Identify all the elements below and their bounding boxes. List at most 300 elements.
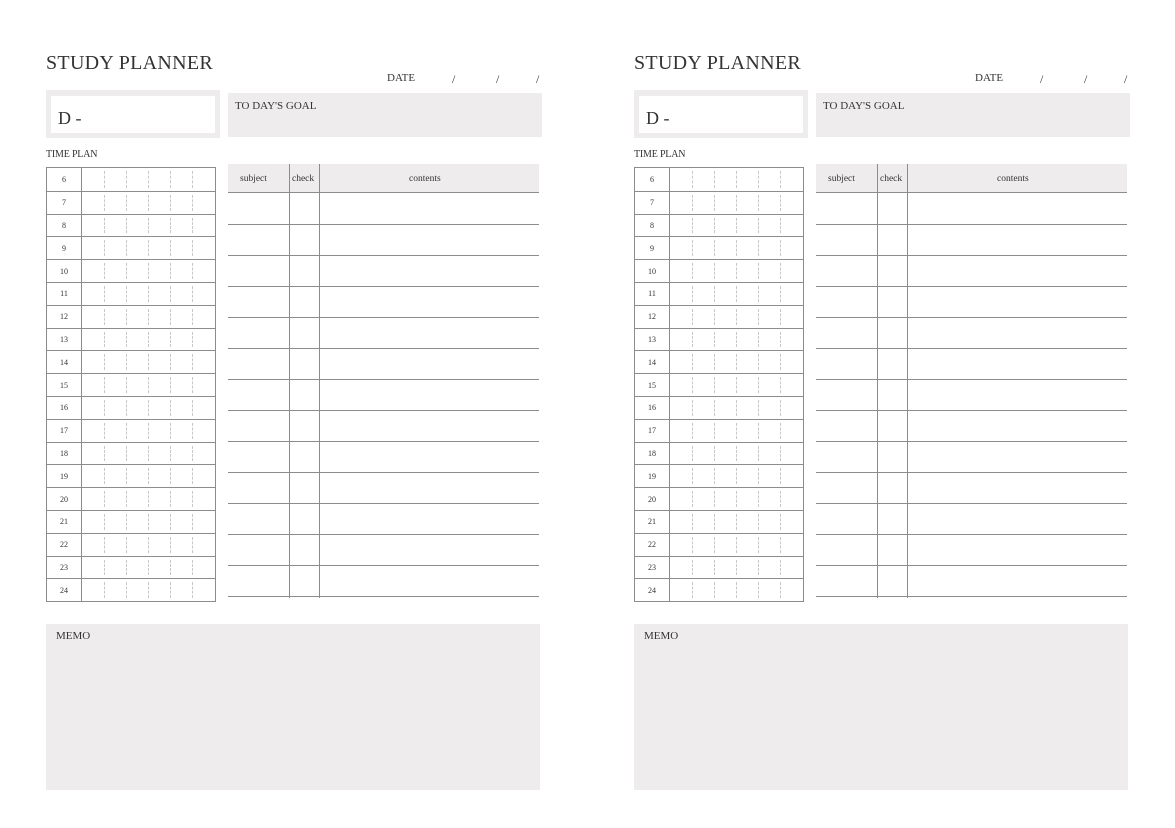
time-divider (780, 582, 781, 598)
hour-label: 12 (47, 306, 82, 328)
time-plan-label: TIME PLAN (634, 149, 686, 160)
todays-goal-box[interactable] (816, 93, 1130, 137)
time-divider (714, 537, 715, 553)
time-divider (736, 309, 737, 325)
time-divider (148, 400, 149, 416)
time-divider (148, 468, 149, 484)
time-divider (692, 400, 693, 416)
table-row-line (228, 441, 539, 442)
time-divider (170, 537, 171, 553)
time-divider (104, 171, 105, 188)
time-divider (714, 171, 715, 188)
time-divider (148, 195, 149, 211)
time-divider (714, 423, 715, 439)
date-separator: / (1040, 72, 1044, 86)
time-divider (170, 400, 171, 416)
time-plan-row[interactable] (47, 396, 215, 419)
time-plan-row[interactable] (47, 419, 215, 442)
time-divider (104, 263, 105, 279)
table-row-line (816, 348, 1127, 349)
time-divider (148, 218, 149, 234)
time-divider (780, 468, 781, 484)
time-plan-row[interactable] (635, 191, 803, 214)
time-divider (104, 286, 105, 302)
time-divider (780, 171, 781, 188)
time-plan-row[interactable] (47, 259, 215, 282)
table-row-line (816, 565, 1127, 566)
date-separator: / (452, 72, 456, 86)
time-divider (736, 332, 737, 348)
check-header: check (880, 174, 903, 184)
table-row-line (228, 317, 539, 318)
table-row-line (228, 224, 539, 225)
time-divider (692, 354, 693, 370)
hour-label: 13 (47, 329, 82, 351)
hour-label: 18 (47, 443, 82, 465)
hour-label: 12 (635, 306, 670, 328)
time-divider (692, 537, 693, 553)
table-row-line (816, 224, 1127, 225)
time-divider (170, 286, 171, 302)
time-divider (780, 309, 781, 325)
todays-goal-label: TO DAY'S GOAL (823, 100, 905, 112)
date-label: DATE (975, 72, 1004, 84)
hour-label: 7 (635, 192, 670, 214)
dday-label: D - (646, 108, 670, 128)
time-divider (192, 354, 193, 370)
table-row-line (816, 286, 1127, 287)
time-plan-row[interactable] (47, 556, 215, 579)
time-divider (148, 171, 149, 188)
hour-label: 19 (635, 465, 670, 487)
time-divider (758, 468, 759, 484)
hour-label: 10 (47, 260, 82, 282)
time-plan-row[interactable] (47, 442, 215, 465)
time-plan-row[interactable] (635, 464, 803, 487)
hour-label: 22 (47, 534, 82, 556)
time-divider (148, 582, 149, 598)
time-divider (104, 240, 105, 256)
time-divider (148, 377, 149, 393)
time-divider (104, 195, 105, 211)
table-row-line (228, 348, 539, 349)
hour-label: 6 (47, 168, 82, 191)
time-divider (758, 400, 759, 416)
time-divider (126, 446, 127, 462)
hour-label: 23 (635, 557, 670, 579)
hour-label: 11 (635, 283, 670, 305)
subject-header: subject (828, 174, 855, 184)
date-separator: / (496, 72, 500, 86)
table-row-line (228, 503, 539, 504)
time-plan-label: TIME PLAN (46, 149, 98, 160)
time-divider (126, 263, 127, 279)
hour-label: 17 (47, 420, 82, 442)
time-divider (758, 560, 759, 576)
time-divider (714, 309, 715, 325)
time-divider (780, 218, 781, 234)
time-divider (104, 491, 105, 507)
time-divider (104, 377, 105, 393)
time-divider (714, 560, 715, 576)
time-divider (714, 332, 715, 348)
time-divider (126, 240, 127, 256)
time-plan-row[interactable] (47, 305, 215, 328)
table-row-line (816, 317, 1127, 318)
time-divider (126, 400, 127, 416)
hour-label: 13 (635, 329, 670, 351)
time-divider (192, 491, 193, 507)
time-divider (780, 286, 781, 302)
time-divider (758, 240, 759, 256)
time-divider (170, 560, 171, 576)
time-divider (736, 446, 737, 462)
time-divider (148, 560, 149, 576)
time-divider (126, 377, 127, 393)
time-plan-grid (634, 167, 804, 602)
time-divider (148, 423, 149, 439)
time-plan-row[interactable] (47, 578, 215, 601)
time-divider (736, 400, 737, 416)
table-row-line (816, 472, 1127, 473)
time-divider (170, 423, 171, 439)
table-row-line (816, 596, 1127, 597)
column-divider (907, 164, 908, 598)
time-divider (736, 537, 737, 553)
time-divider (692, 491, 693, 507)
time-divider (758, 171, 759, 188)
time-divider (736, 514, 737, 530)
time-plan-row[interactable] (635, 350, 803, 373)
todays-goal-label: TO DAY'S GOAL (235, 100, 317, 112)
time-divider (192, 582, 193, 598)
table-row-line (816, 410, 1127, 411)
time-plan-row[interactable] (635, 578, 803, 601)
time-divider (170, 491, 171, 507)
table-row-line (816, 379, 1127, 380)
dday-field[interactable] (639, 96, 803, 133)
time-divider (170, 263, 171, 279)
dday-box (634, 90, 808, 138)
memo-label: MEMO (644, 630, 679, 642)
hour-label: 6 (635, 168, 670, 191)
time-plan-row[interactable] (47, 533, 215, 556)
time-plan-row[interactable] (635, 556, 803, 579)
hour-label: 9 (635, 237, 670, 259)
time-divider (758, 446, 759, 462)
time-divider (714, 468, 715, 484)
time-plan-row[interactable] (47, 464, 215, 487)
time-divider (126, 286, 127, 302)
time-plan-row[interactable] (635, 533, 803, 556)
time-divider (170, 468, 171, 484)
time-divider (192, 309, 193, 325)
time-divider (126, 171, 127, 188)
time-divider (736, 560, 737, 576)
time-divider (780, 195, 781, 211)
time-divider (104, 468, 105, 484)
time-divider (148, 240, 149, 256)
hour-label: 24 (47, 579, 82, 601)
memo-box[interactable] (634, 624, 1128, 790)
table-header (816, 164, 1127, 193)
time-divider (758, 332, 759, 348)
time-plan-row[interactable] (635, 328, 803, 351)
time-divider (736, 195, 737, 211)
time-plan-row[interactable] (635, 259, 803, 282)
time-divider (758, 491, 759, 507)
time-divider (736, 582, 737, 598)
time-plan-row[interactable] (635, 373, 803, 396)
hour-label: 24 (635, 579, 670, 601)
time-divider (736, 240, 737, 256)
time-divider (192, 560, 193, 576)
time-divider (692, 446, 693, 462)
hour-label: 21 (635, 511, 670, 533)
time-divider (192, 218, 193, 234)
time-divider (126, 332, 127, 348)
hour-label: 22 (635, 534, 670, 556)
time-divider (148, 514, 149, 530)
time-divider (714, 240, 715, 256)
table-row-line (228, 410, 539, 411)
time-plan-row[interactable] (635, 419, 803, 442)
hour-label: 11 (47, 283, 82, 305)
time-divider (192, 423, 193, 439)
time-divider (692, 514, 693, 530)
time-divider (126, 309, 127, 325)
time-divider (692, 171, 693, 188)
time-divider (736, 377, 737, 393)
time-divider (758, 195, 759, 211)
time-divider (714, 446, 715, 462)
time-divider (192, 514, 193, 530)
hour-label: 14 (635, 351, 670, 373)
time-divider (104, 354, 105, 370)
time-divider (104, 218, 105, 234)
time-divider (714, 195, 715, 211)
time-divider (104, 332, 105, 348)
table-header (228, 164, 539, 193)
time-divider (192, 240, 193, 256)
time-divider (714, 377, 715, 393)
hour-label: 8 (47, 215, 82, 237)
time-divider (126, 218, 127, 234)
time-divider (692, 468, 693, 484)
time-divider (780, 560, 781, 576)
table-row-line (816, 255, 1127, 256)
time-divider (736, 263, 737, 279)
time-divider (758, 514, 759, 530)
time-divider (192, 400, 193, 416)
time-divider (758, 218, 759, 234)
time-divider (192, 286, 193, 302)
time-divider (192, 446, 193, 462)
todays-goal-box[interactable] (228, 93, 542, 137)
time-divider (758, 354, 759, 370)
time-divider (780, 354, 781, 370)
time-plan-row[interactable] (635, 236, 803, 259)
time-divider (192, 195, 193, 211)
table-row-line (228, 286, 539, 287)
time-divider (170, 377, 171, 393)
planner-title: STUDY PLANNER (634, 52, 802, 74)
time-divider (170, 354, 171, 370)
time-divider (192, 468, 193, 484)
memo-label: MEMO (56, 630, 91, 642)
time-divider (692, 240, 693, 256)
time-divider (714, 491, 715, 507)
time-divider (170, 240, 171, 256)
time-plan-row[interactable] (47, 487, 215, 510)
time-divider (692, 377, 693, 393)
time-divider (714, 218, 715, 234)
study-planner-page (634, 0, 1134, 828)
time-plan-row[interactable] (47, 373, 215, 396)
hour-label: 16 (635, 397, 670, 419)
time-divider (692, 218, 693, 234)
date-label: DATE (387, 72, 416, 84)
hour-label: 21 (47, 511, 82, 533)
hour-label: 23 (47, 557, 82, 579)
time-divider (104, 514, 105, 530)
time-divider (104, 423, 105, 439)
time-plan-row[interactable] (635, 396, 803, 419)
hour-label: 17 (635, 420, 670, 442)
time-divider (714, 514, 715, 530)
time-divider (192, 377, 193, 393)
hour-label: 19 (47, 465, 82, 487)
time-divider (170, 195, 171, 211)
time-plan-row[interactable] (635, 168, 803, 191)
date-separator: / (536, 72, 540, 86)
time-divider (192, 537, 193, 553)
time-divider (104, 309, 105, 325)
dday-field[interactable] (51, 96, 215, 133)
time-divider (736, 423, 737, 439)
time-plan-row[interactable] (47, 191, 215, 214)
time-divider (148, 332, 149, 348)
time-divider (170, 171, 171, 188)
time-divider (104, 446, 105, 462)
date-separator: / (1084, 72, 1088, 86)
time-divider (148, 286, 149, 302)
time-divider (780, 514, 781, 530)
hour-label: 20 (635, 488, 670, 510)
check-header: check (292, 174, 315, 184)
time-divider (104, 582, 105, 598)
time-divider (170, 309, 171, 325)
time-plan-row[interactable] (47, 236, 215, 259)
time-divider (148, 491, 149, 507)
hour-label: 10 (635, 260, 670, 282)
subject-header: subject (240, 174, 267, 184)
time-divider (126, 354, 127, 370)
time-divider (780, 377, 781, 393)
time-divider (780, 240, 781, 256)
time-divider (714, 286, 715, 302)
table-row-line (228, 534, 539, 535)
table-row-line (816, 441, 1127, 442)
contents-header: contents (997, 174, 1029, 184)
column-divider (319, 164, 320, 598)
time-divider (780, 446, 781, 462)
hour-label: 15 (47, 374, 82, 396)
time-divider (758, 286, 759, 302)
time-divider (758, 309, 759, 325)
time-divider (736, 491, 737, 507)
time-plan-row[interactable] (635, 214, 803, 237)
table-row-line (816, 534, 1127, 535)
time-plan-row[interactable] (47, 328, 215, 351)
time-divider (104, 400, 105, 416)
time-plan-row[interactable] (47, 510, 215, 533)
table-row-line (228, 379, 539, 380)
time-divider (148, 309, 149, 325)
time-divider (736, 171, 737, 188)
time-divider (104, 537, 105, 553)
time-divider (714, 263, 715, 279)
time-divider (692, 582, 693, 598)
time-divider (736, 468, 737, 484)
contents-header: contents (409, 174, 441, 184)
time-divider (780, 400, 781, 416)
time-divider (192, 332, 193, 348)
time-plan-row[interactable] (47, 282, 215, 305)
time-plan-row[interactable] (635, 442, 803, 465)
time-divider (192, 263, 193, 279)
time-plan-row[interactable] (635, 305, 803, 328)
time-divider (692, 560, 693, 576)
time-divider (692, 286, 693, 302)
time-plan-row[interactable] (47, 350, 215, 373)
time-divider (192, 171, 193, 188)
date-separator: / (1124, 72, 1128, 86)
time-divider (692, 195, 693, 211)
time-divider (126, 195, 127, 211)
time-divider (170, 514, 171, 530)
table-row-line (228, 596, 539, 597)
memo-box[interactable] (46, 624, 540, 790)
dday-box (46, 90, 220, 138)
time-divider (170, 446, 171, 462)
hour-label: 18 (635, 443, 670, 465)
column-divider (877, 164, 878, 598)
time-divider (126, 582, 127, 598)
time-divider (170, 218, 171, 234)
study-tasks-table (816, 164, 1127, 598)
time-divider (780, 423, 781, 439)
time-divider (780, 263, 781, 279)
time-plan-row[interactable] (635, 282, 803, 305)
time-plan-row[interactable] (635, 510, 803, 533)
time-divider (714, 400, 715, 416)
time-plan-grid (46, 167, 216, 602)
hour-label: 7 (47, 192, 82, 214)
time-divider (736, 286, 737, 302)
time-plan-row[interactable] (47, 214, 215, 237)
dday-label: D - (58, 108, 82, 128)
planner-title: STUDY PLANNER (46, 52, 214, 74)
time-divider (126, 423, 127, 439)
time-divider (170, 332, 171, 348)
time-plan-row[interactable] (47, 168, 215, 191)
time-divider (126, 537, 127, 553)
time-divider (758, 423, 759, 439)
time-divider (758, 377, 759, 393)
time-divider (148, 537, 149, 553)
time-plan-row[interactable] (635, 487, 803, 510)
